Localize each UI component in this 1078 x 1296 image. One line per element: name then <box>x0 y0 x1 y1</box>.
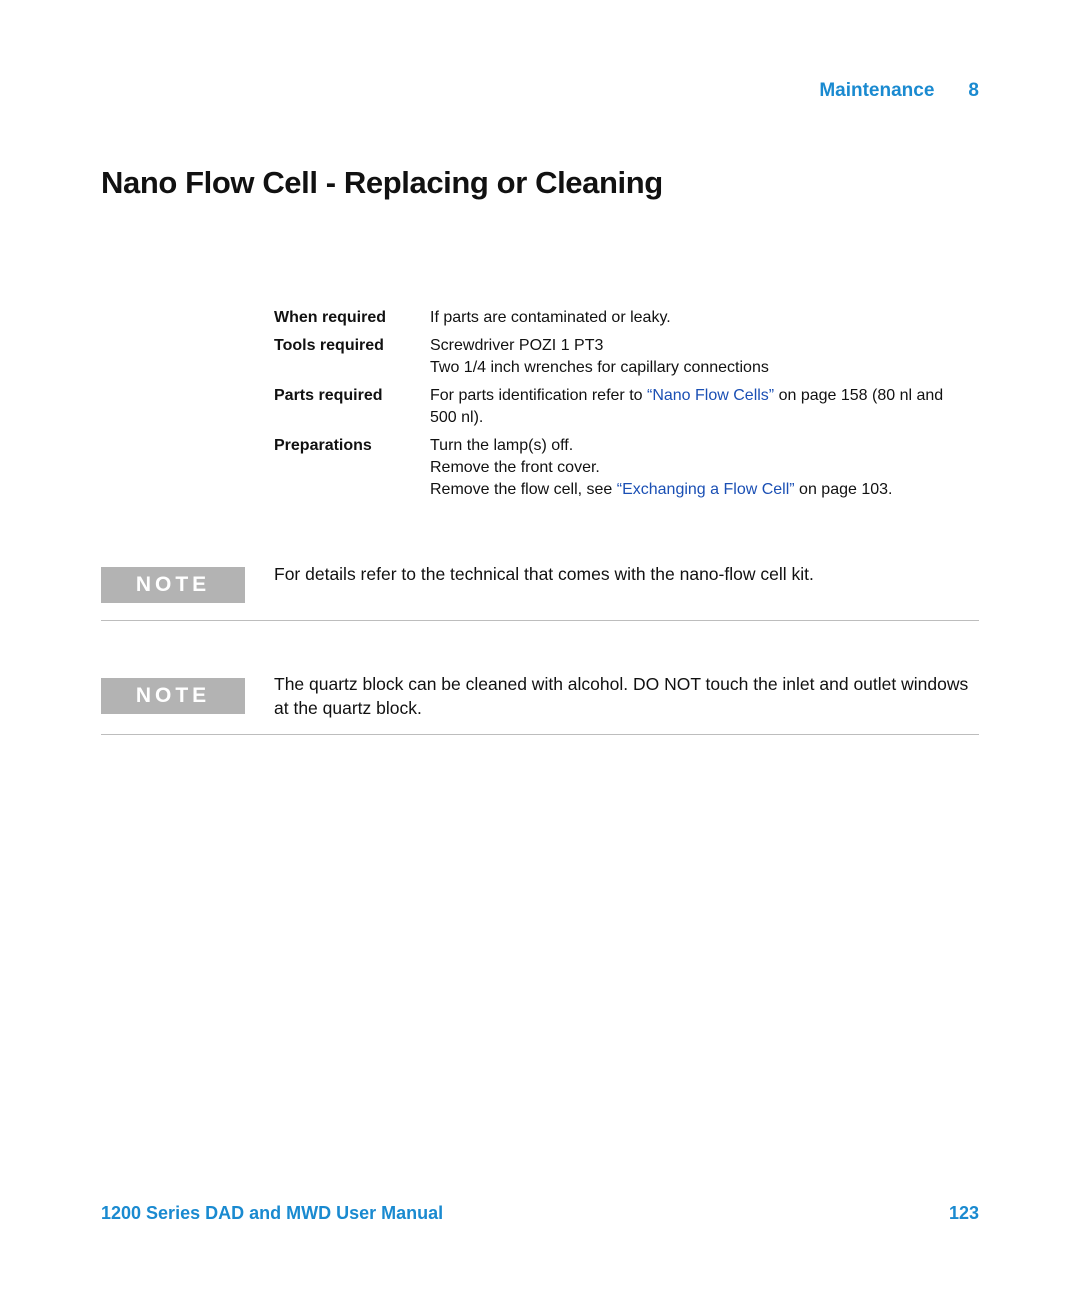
nano-flow-cells-link[interactable]: “Nano Flow Cells” <box>646 387 775 404</box>
requirement-line <box>430 385 954 429</box>
text-fragment: For parts identification refer to <box>430 387 647 404</box>
note-box <box>101 672 979 735</box>
requirement-label: Tools required <box>274 337 384 354</box>
requirement-label: When required <box>274 309 387 326</box>
requirement-value <box>430 385 954 429</box>
requirement-line: Remove the front cover. <box>430 459 600 476</box>
requirement-line <box>430 479 954 501</box>
requirement-value <box>430 335 954 379</box>
header-chapter: 8 <box>968 80 979 101</box>
requirement-value <box>430 435 954 501</box>
requirement-value <box>430 307 954 329</box>
requirement-row <box>274 307 954 329</box>
note-box <box>101 561 979 621</box>
requirement-label: Preparations <box>274 437 372 454</box>
page-title: Nano Flow Cell - Replacing or Cleaning <box>101 165 663 200</box>
requirement-row <box>274 335 954 379</box>
requirement-label: Parts required <box>274 387 383 404</box>
requirements-table <box>274 307 954 507</box>
requirement-row <box>274 385 954 429</box>
requirement-row <box>274 435 954 501</box>
exchanging-flow-cell-link[interactable]: “Exchanging a Flow Cell” <box>616 481 795 498</box>
page-footer <box>101 1203 979 1224</box>
text-fragment: on page 103. <box>794 481 893 498</box>
note-badge: NOTE <box>101 567 245 603</box>
requirement-line: Turn the lamp(s) off. <box>430 437 574 454</box>
requirement-line: If parts are contaminated or leaky. <box>430 309 671 326</box>
requirement-line: Two 1/4 inch wrenches for capillary connections <box>430 359 769 376</box>
requirement-line: Screwdriver POZI 1 PT3 <box>430 337 604 354</box>
page-number: 123 <box>948 1203 979 1223</box>
text-fragment: on page 158 (80 nl and 500 nl). <box>430 387 944 426</box>
note-badge: NOTE <box>101 678 245 714</box>
header-section: Maintenance <box>819 80 935 101</box>
note-text: The quartz block can be cleaned with alcohol. DO NOT touch the inlet and outlet windows at the quartz block. <box>274 674 969 718</box>
note-text: For details refer to the technical that comes with the nano-flow cell kit. <box>274 564 814 584</box>
text-fragment: Remove the flow cell, see <box>430 481 617 498</box>
running-header <box>819 80 979 102</box>
footer-manual-title: 1200 Series DAD and MWD User Manual <box>101 1203 444 1223</box>
